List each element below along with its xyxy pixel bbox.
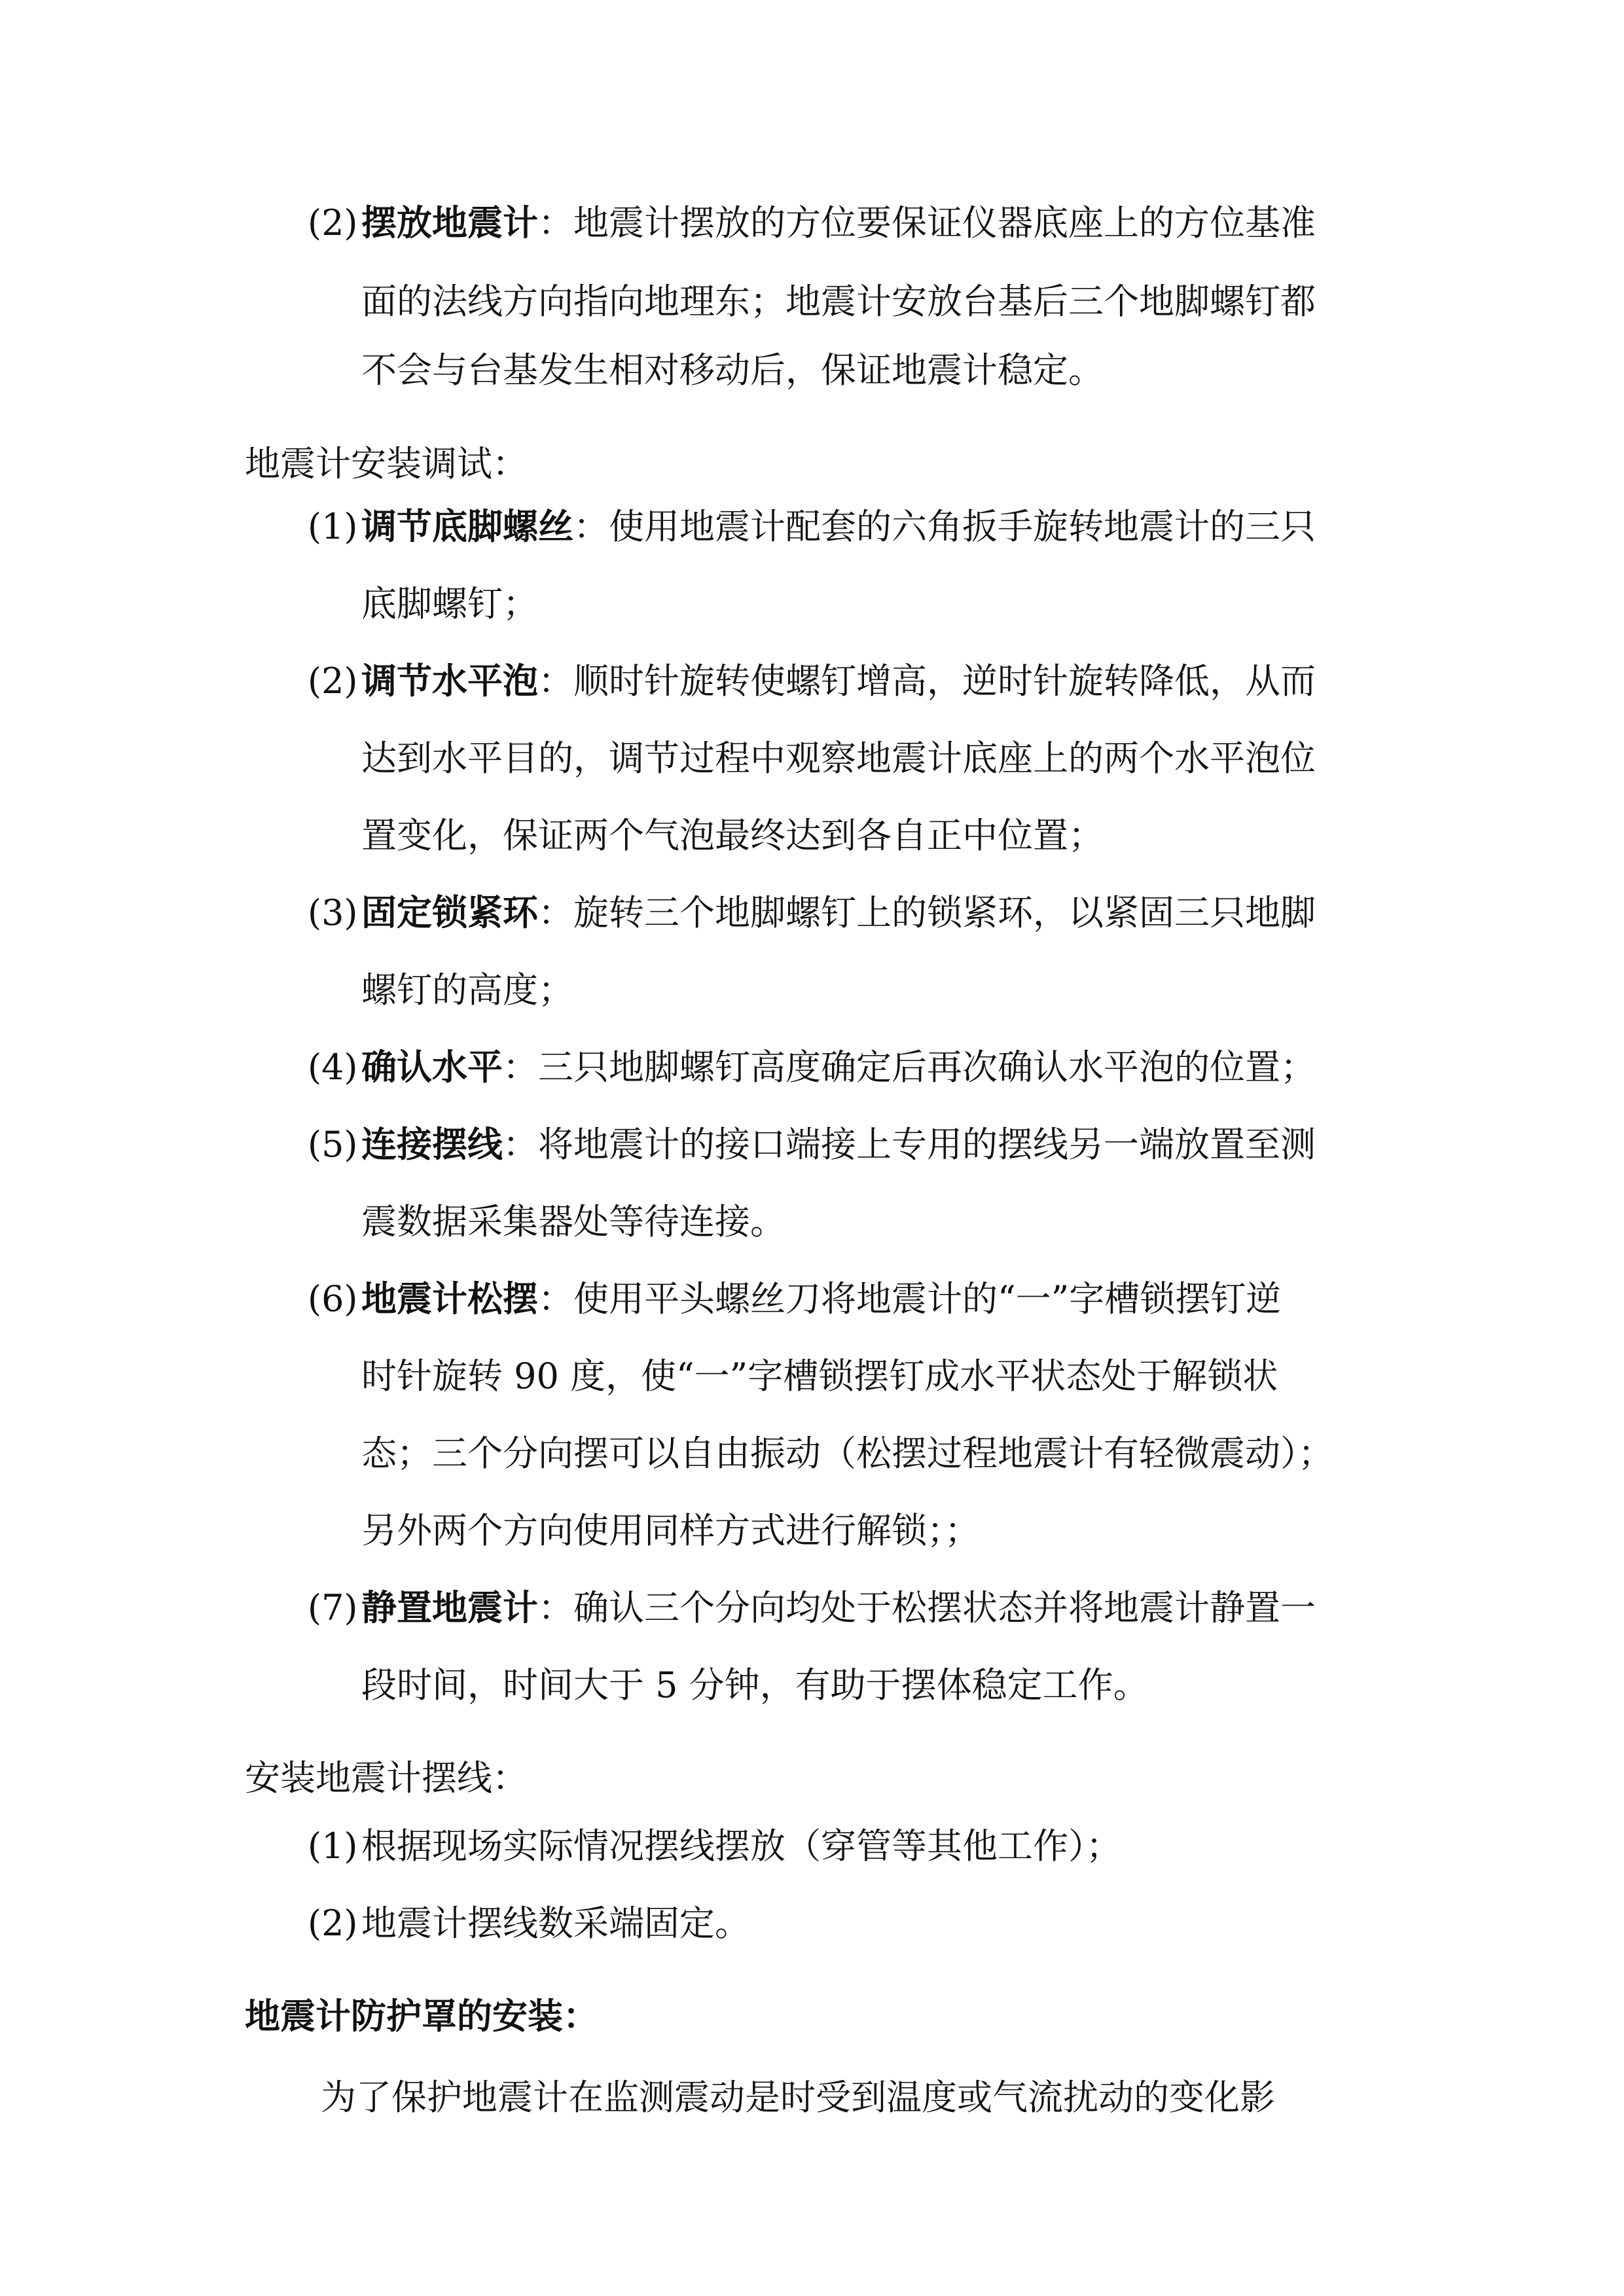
item-text: ：顺时针旋转使螺钉增高，逆时针旋转降低，从而 <box>538 660 1316 702</box>
list-item <box>308 660 1316 703</box>
item-continuation: 面的法线方向指向地理东；地震计安放台基后三个地脚螺钉都 <box>361 281 1316 322</box>
item-title: 调节水平泡 <box>361 660 538 702</box>
item-continuation: 时针旋转 90 度，使“一”字槽锁摆钉成水平状态处于解锁状 <box>361 1355 1278 1397</box>
item-title: 固定锁紧环 <box>361 892 538 933</box>
list-item <box>308 202 1316 245</box>
item-number: (5) <box>308 1124 358 1165</box>
list-item <box>308 1902 750 1945</box>
item-continuation: 螺钉的高度； <box>361 969 573 1011</box>
item-title: 静置地震计 <box>361 1587 538 1628</box>
item-text: ：确认三个分向均处于松摆状态并将地震计静置一 <box>538 1587 1316 1628</box>
item-number: (2) <box>308 1903 358 1944</box>
item-text: ：使用地震计配套的六角扳手旋转地震计的三只 <box>573 506 1316 547</box>
list-item <box>308 1587 1316 1630</box>
item-number: (7) <box>308 1587 358 1628</box>
list-item <box>308 505 1316 548</box>
item-number: (1) <box>308 1825 358 1867</box>
item-continuation: 段时间，时间大于 5 分钟，有助于摆体稳定工作。 <box>361 1664 1149 1706</box>
item-title: 确认水平 <box>361 1047 503 1088</box>
item-text: 地震计摆线数采端固定。 <box>361 1903 750 1944</box>
item-continuation: 态；三个分向摆可以自由振动（松摆过程地震计有轻微震动）； <box>361 1433 1333 1474</box>
item-continuation: 底脚螺钉； <box>361 583 538 624</box>
item-number: (3) <box>308 892 358 933</box>
item-title: 连接摆线 <box>361 1124 503 1165</box>
item-text: 根据现场实际情况摆线摆放（穿管等其他工作）； <box>361 1825 1121 1867</box>
item-text: ：地震计摆放的方位要保证仪器底座上的方位基准 <box>538 202 1316 243</box>
item-text: ：三只地脚螺钉高度确定后再次确认水平泡的位置； <box>503 1047 1316 1088</box>
list-item <box>308 1278 1281 1321</box>
item-number: (4) <box>308 1047 358 1088</box>
item-continuation: 不会与台基发生相对移动后，保证地震计稳定。 <box>361 350 1104 391</box>
paragraph-text: 为了保护地震计在监测震动是时受到温度或气流扰动的变化影 <box>321 2077 1275 2118</box>
item-continuation: 达到水平目的，调节过程中观察地震计底座上的两个水平泡位 <box>361 738 1316 779</box>
section-heading-bold: 地震计防护罩的安装： <box>245 1996 598 2037</box>
item-text: ：旋转三个地脚螺钉上的锁紧环，以紧固三只地脚 <box>538 892 1316 933</box>
item-continuation: 震数据采集器处等待连接。 <box>361 1201 785 1242</box>
item-title: 调节底脚螺丝 <box>361 506 573 547</box>
item-number: (6) <box>308 1278 358 1319</box>
item-text: ：将地震计的接口端接上专用的摆线另一端放置至测 <box>503 1124 1316 1165</box>
section-heading: 安装地震计摆线： <box>245 1757 528 1799</box>
item-number: (2) <box>308 660 358 702</box>
item-continuation: 另外两个方向使用同样方式进行解锁；； <box>361 1510 980 1551</box>
item-number: (1) <box>308 506 358 547</box>
item-text: ：使用平头螺丝刀将地震计的“一”字槽锁摆钉逆 <box>538 1278 1282 1319</box>
item-title: 摆放地震计 <box>361 202 538 243</box>
list-item <box>308 1046 1316 1089</box>
list-item <box>308 891 1316 935</box>
list-item <box>308 1825 1121 1868</box>
item-title: 地震计松摆 <box>361 1278 538 1319</box>
item-number: (2) <box>308 202 358 243</box>
section-heading: 地震计安装调试： <box>245 443 528 484</box>
list-item <box>308 1123 1316 1166</box>
item-continuation: 置变化，保证两个气泡最终达到各自正中位置； <box>361 815 1104 856</box>
